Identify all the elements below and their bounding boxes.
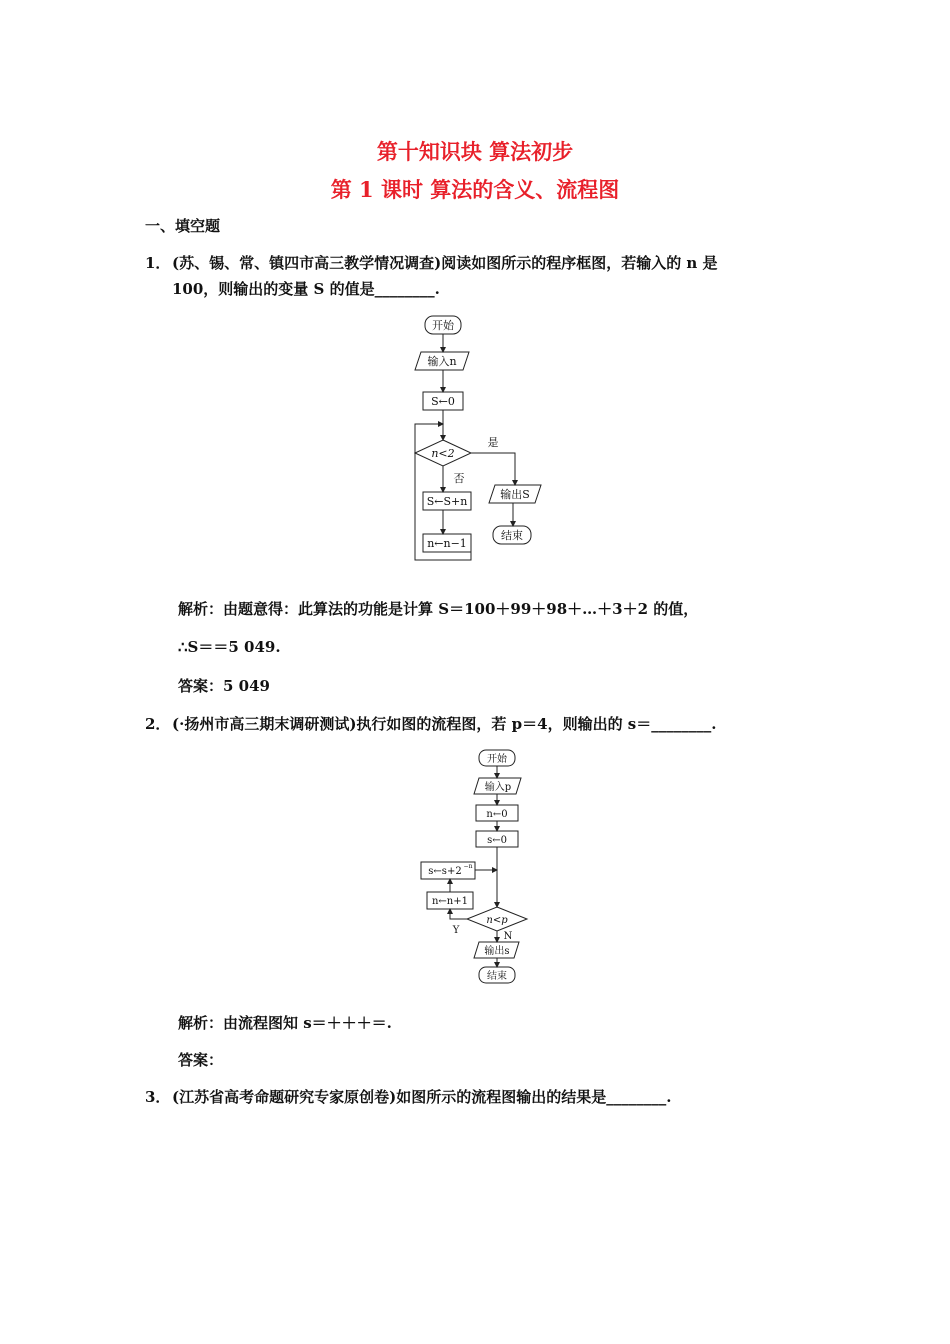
lesson-title: 第 1 课时 算法的含义、流程图 — [330, 177, 620, 202]
q3-number: 3． — [145, 1088, 171, 1106]
q3-text-line1: (江苏省高考命题研究专家原创卷)如图所示的流程图输出的结果是________. — [172, 1088, 672, 1106]
q1-end-label: 结束 — [501, 529, 523, 542]
q1-start-label: 开始 — [432, 319, 454, 332]
q1-flowchart — [405, 312, 565, 568]
q1-number: 1． — [145, 254, 171, 272]
q1-answer-label: 答案： — [178, 677, 224, 695]
q2-update-n-label: n←n+1 — [431, 896, 469, 907]
q2-analysis-label: 解析： — [178, 1014, 224, 1032]
q1-analysis-label: 解析： — [178, 600, 224, 618]
q2-no-label: N — [503, 931, 513, 942]
q2-init-n-label: n←0 — [486, 809, 508, 820]
q2-condition-label: n<p — [486, 915, 508, 926]
q2-answer-label: 答案： — [178, 1051, 224, 1069]
q2-update-s-label: s←s+2 — [428, 866, 462, 877]
q1-therefore-line: ∴S＝＝5 049. — [178, 638, 281, 656]
q2-init-s-label: s←0 — [487, 835, 507, 846]
q1-yes-label: 是 — [487, 436, 499, 449]
chapter-title: 第十知识块 算法初步 — [376, 139, 574, 164]
q2-flowchart — [415, 745, 535, 990]
q1-text-line1: (苏、锡、常、镇四市高三教学情况调查)阅读如图所示的程序框图，若输入的 n 是 — [172, 254, 718, 272]
q2-analysis-text: 由流程图知 s＝＋＋＋＝. — [223, 1014, 392, 1032]
q1-no-label: 否 — [453, 472, 465, 485]
q2-input-label: 输入p — [484, 782, 512, 793]
q1-answer-text: 5 049 — [223, 677, 270, 695]
q2-number: 2． — [145, 715, 171, 733]
q2-yes-label: Y — [452, 925, 460, 936]
q1-analysis-text: 由题意得：此算法的功能是计算 S＝100＋99＋98＋…＋3＋2 的值， — [223, 600, 699, 618]
q1-output-label: 输出S — [500, 488, 530, 501]
q1-update-n-label: n←n−1 — [427, 537, 467, 550]
q2-update-s-exponent: −n — [463, 863, 473, 870]
q2-text-line1: (·扬州市高三期末调研测试)执行如图的流程图，若 p＝4，则输出的 s＝________. — [172, 715, 717, 733]
q2-end-label: 结束 — [487, 971, 507, 982]
section-heading: 一、填空题 — [145, 217, 221, 235]
q1-init-label: S←0 — [431, 395, 455, 408]
q2-output-label: 输出s — [484, 946, 510, 957]
q2-start-label: 开始 — [487, 754, 507, 765]
q1-update-s-label: S←S+n — [426, 495, 468, 508]
q1-condition-label: n<2 — [431, 447, 455, 460]
q1-input-label: 输入n — [427, 355, 457, 368]
q1-text-line2: 100，则输出的变量 S 的值是________. — [172, 280, 440, 298]
